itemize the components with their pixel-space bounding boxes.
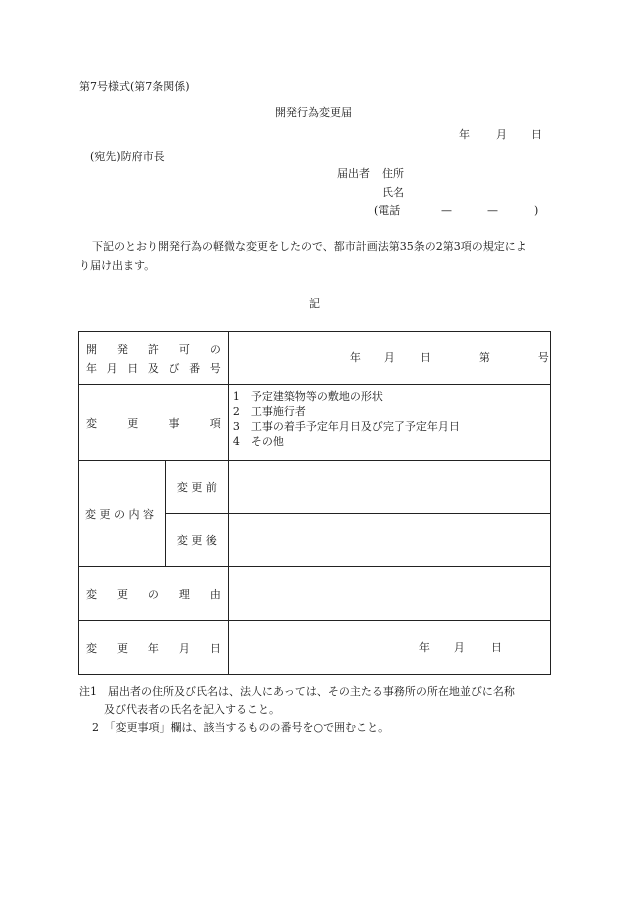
phone-close: ) <box>534 204 539 217</box>
reason-value-cell[interactable] <box>228 567 550 621</box>
change-items-label <box>86 415 221 431</box>
change-items-label-cell <box>79 385 229 461</box>
phone-open: (電話 <box>374 204 401 217</box>
permit-label-char: の <box>209 342 221 356</box>
permit-label-line-1 <box>86 341 221 357</box>
permit-year-label: 年 <box>349 351 361 364</box>
reason-label-char: 変 <box>86 587 97 601</box>
date-month-label: 月 <box>496 128 507 141</box>
permit-label-char: 開 <box>86 342 97 356</box>
change-date-label-char: 月 <box>178 641 190 655</box>
change-date-day: 日 <box>490 640 502 654</box>
reason-label-cell <box>79 567 229 621</box>
note-1-line-1: 注1 届出者の住所及び氏名は、法人にあっては、その主たる事務所の所在地並びに名称 <box>79 685 515 698</box>
permit-label-char: 可 <box>178 342 190 356</box>
note-2: 2 「変更事項」欄は、該当するものの番号を○で囲むこと。 <box>92 721 390 734</box>
ki-heading: 記 <box>309 297 320 310</box>
change-item[interactable]: 4 その他 <box>232 435 284 448</box>
permit-month-label: 月 <box>383 351 395 364</box>
applicant-label: 届出者 <box>337 167 370 180</box>
after-value-cell[interactable] <box>228 514 550 567</box>
change-item[interactable]: 3 工事の着手予定年月日及び完了予定年月日 <box>232 420 460 433</box>
change-date-label <box>86 640 221 656</box>
change-date-label-char: 変 <box>86 641 97 655</box>
change-date-label-char: 日 <box>209 641 221 655</box>
name-label: 氏名 <box>382 186 404 199</box>
permit-label-char: 発 <box>116 342 128 356</box>
permit-label-char: 月 <box>106 361 118 375</box>
change-date-value-cell[interactable] <box>228 621 550 675</box>
change-date-label-cell <box>79 621 229 675</box>
phone-dash-1: — <box>441 204 452 217</box>
before-value-cell[interactable] <box>228 461 550 514</box>
page-title: 開発行為変更届 <box>275 106 352 119</box>
change-items-label-char: 変 <box>86 416 97 430</box>
permit-day-label: 日 <box>419 351 431 364</box>
change-items-row <box>79 385 551 461</box>
change-date-row <box>79 621 551 675</box>
permit-label-char: 日 <box>127 361 139 375</box>
change-items-label-char: 項 <box>209 416 221 430</box>
statement-line-2: り届け出ます。 <box>79 259 156 272</box>
permit-label-line-2 <box>86 360 221 376</box>
statement-line-1: 下記のとおり開発行為の軽微な変更をしたので、都市計画法第35条の2第3項の規定によ <box>92 240 527 253</box>
note-1-line-2: 及び代表者の氏名を記入すること。 <box>104 703 280 716</box>
reason-label-char: 更 <box>116 587 128 601</box>
change-items-label-char: 更 <box>127 416 139 430</box>
after-label: 変 更 後 <box>165 514 228 567</box>
before-label: 変 更 前 <box>165 461 228 514</box>
change-date-label-char: 年 <box>147 641 159 655</box>
reason-row <box>79 567 551 621</box>
phone-dash-2: — <box>487 204 498 217</box>
change-date-month: 月 <box>453 640 465 654</box>
reason-label-char: 由 <box>209 587 221 601</box>
permit-label-char: 番 <box>189 361 201 375</box>
change-item[interactable]: 2 工事施行者 <box>232 405 306 418</box>
permit-label-cell <box>79 332 229 385</box>
change-date-label-char: 更 <box>116 641 128 655</box>
permit-value-cell[interactable] <box>228 332 550 385</box>
permit-label-char: 及 <box>147 361 159 375</box>
change-items-label-char: 事 <box>168 416 180 430</box>
permit-label-char: 号 <box>209 361 221 375</box>
address-label: 住所 <box>382 167 404 180</box>
reason-label-char: の <box>147 587 159 601</box>
reason-label-char: 理 <box>178 587 190 601</box>
change-items-list[interactable] <box>228 385 550 461</box>
date-year-label: 年 <box>459 128 470 141</box>
change-item[interactable]: 1 予定建築物等の敷地の形状 <box>232 390 383 403</box>
reason-label <box>86 586 221 602</box>
permit-dai-label: 第 <box>478 351 490 364</box>
before-row <box>79 461 551 514</box>
permit-label-char: 年 <box>86 361 97 375</box>
date-day-label: 日 <box>531 128 542 141</box>
change-date-year: 年 <box>418 640 430 654</box>
permit-label-char: 許 <box>147 342 159 356</box>
change-form-table <box>78 331 551 675</box>
change-content-label: 変 更 の 内 容 <box>79 461 166 567</box>
permit-label-char: び <box>168 361 180 375</box>
addressee: (宛先)防府市長 <box>90 150 165 163</box>
permit-row <box>79 332 551 385</box>
permit-go-label: 号 <box>537 351 549 364</box>
form-number: 第7号様式(第7条関係) <box>79 80 190 93</box>
